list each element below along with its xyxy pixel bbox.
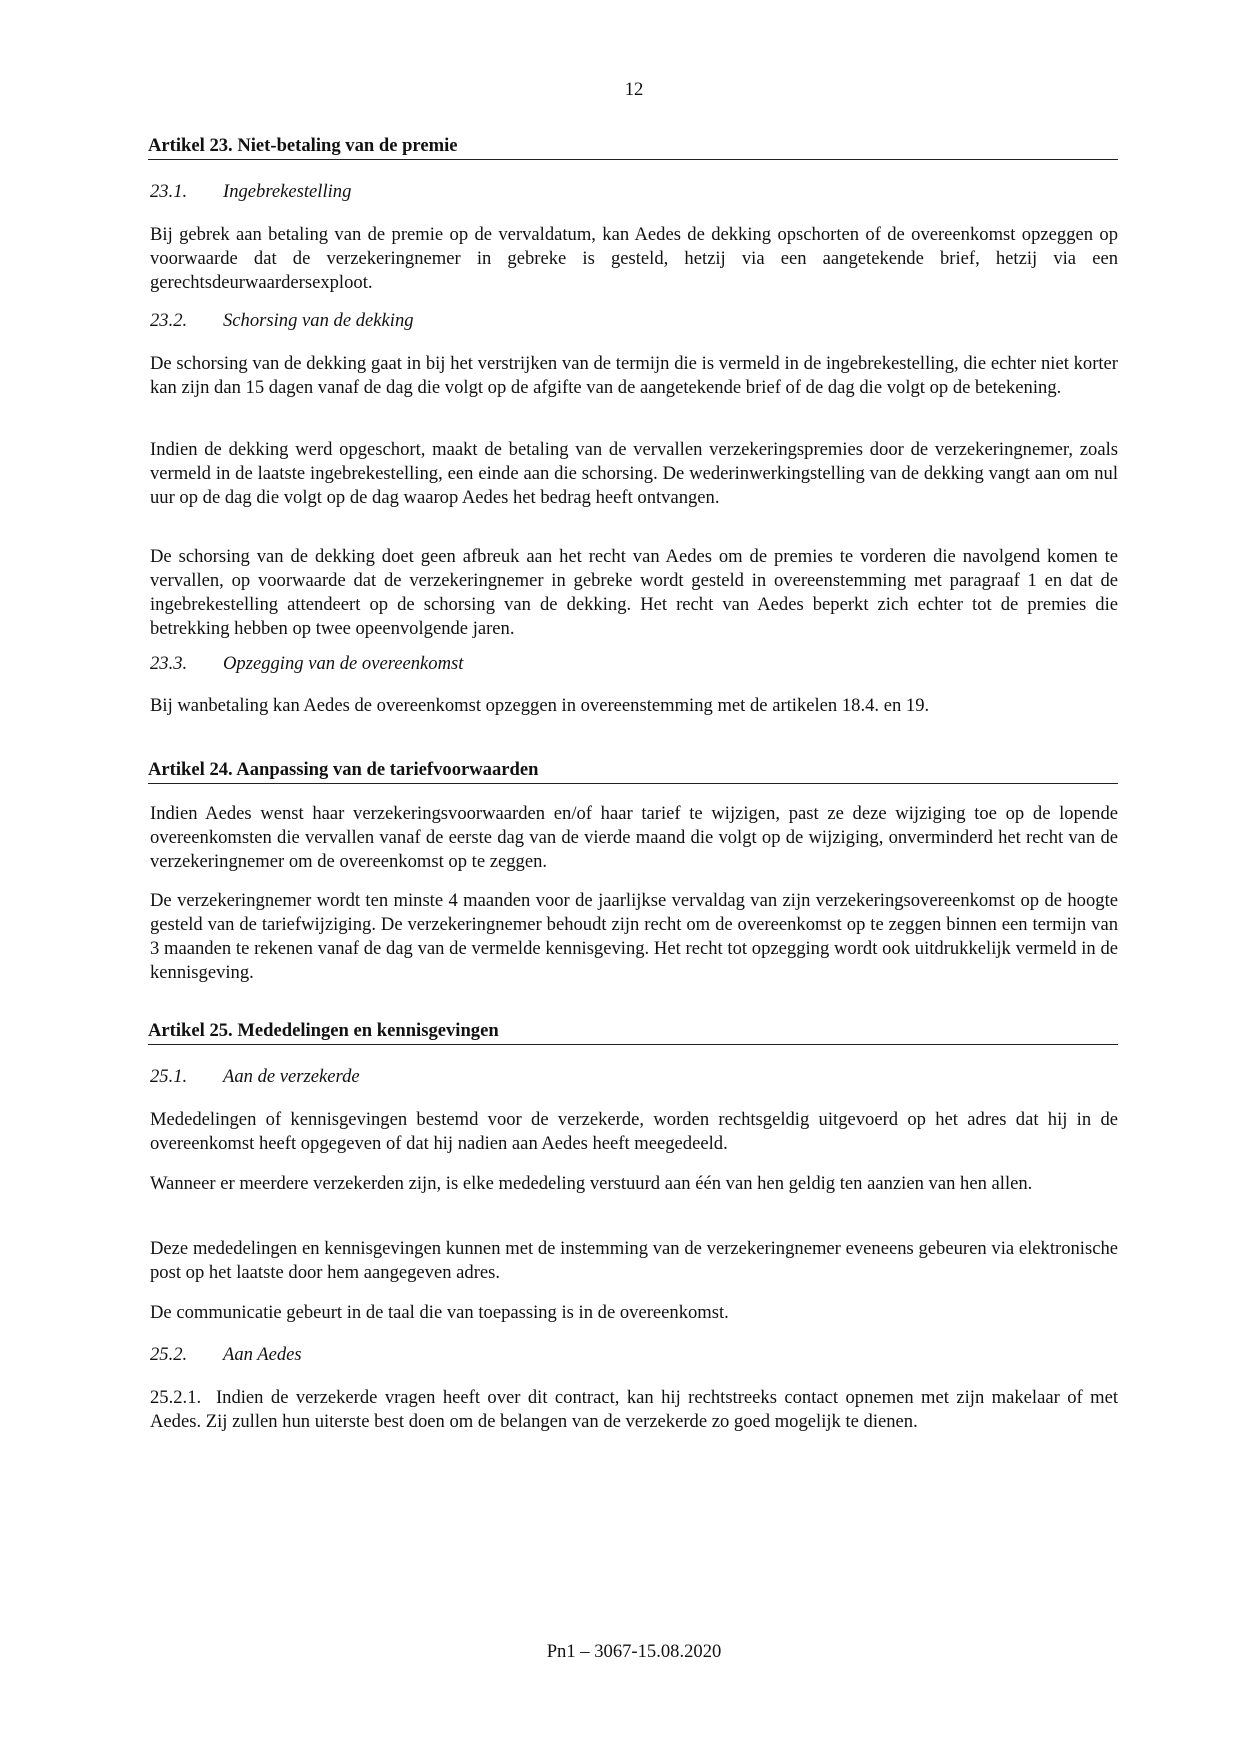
section-23-2-heading <box>150 309 414 333</box>
section-23-3-heading <box>150 652 463 676</box>
section-number: 25.2. <box>150 1344 188 1365</box>
paragraph: Mededelingen of kennisgevingen bestemd voor de verzekerde, worden rechtsgeldig uitgevoerd op het adres dat hij in de overeenkomst heeft opgegeven of dat hij nadien aan Aedes heeft meegedeeld. <box>150 1109 1118 1154</box>
paragraph: De communicatie gebeurt in de taal die van toepassing is in de overeenkomst. <box>150 1302 729 1323</box>
article-24-title: Artikel 24. Aanpassing van de tariefvoorwaarden <box>148 758 1118 784</box>
paragraph: De schorsing van de dekking gaat in bij het verstrijken van de termijn die is vermeld in de ingebrekestelling, die echter niet korter kan zijn dan 15 dagen vanaf de dag die volgt op de afgifte van de aangetekende brief of de dag die volgt op de betekening. <box>150 353 1118 398</box>
paragraph: De schorsing van de dekking doet geen afbreuk aan het recht van Aedes om de premies te vorderen die navolgend komen te vervallen, op voorwaarde dat de verzekeringnemer in gebreke wordt gesteld in overeenstemming met paragraaf 1 en dat de ingebrekestelling attendeert op de schorsing van de dekking. Het recht van Aedes beperkt zich echter tot de premies die betrekking hebben op twee opeenvolgende jaren. <box>150 546 1118 639</box>
paragraph: Wanneer er meerdere verzekerden zijn, is elke mededeling verstuurd aan één van hen geldig ten aanzien van hen allen. <box>150 1173 1033 1194</box>
article-23-title: Artikel 23. Niet-betaling van de premie <box>148 134 1118 160</box>
section-23-1-heading <box>150 180 351 204</box>
section-title: Schorsing van de dekking <box>223 310 414 331</box>
paragraph: Indien Aedes wenst haar verzekeringsvoorwaarden en/of haar tarief te wijzigen, past ze deze wijziging toe op de lopende overeenkomsten die vervallen vanaf de eerste dag van de vierde maand die volgt op de wijziging, onverminderd het recht van de verzekeringnemer om de overeenkomst op te zeggen. <box>150 803 1118 872</box>
page-footer: Pn1 – 3067-15.08.2020 <box>546 1641 722 1662</box>
section-number: 23.2. <box>150 310 188 331</box>
section-title: Opzegging van de overeenkomst <box>223 653 464 674</box>
section-number: 25.1. <box>150 1066 188 1087</box>
section-25-2-heading <box>150 1343 302 1367</box>
paragraph: Indien de dekking werd opgeschort, maakt de betaling van de vervallen verzekeringspremies door de verzekeringnemer, zoals vermeld in de laatste ingebrekestelling, een einde aan die schorsing. De wederinwerkingstelling van de dekking vangt aan om nul uur op de dag die volgt op de dag waarop Aedes het bedrag heeft ontvangen. <box>150 439 1118 508</box>
article-25-title: Artikel 25. Mededelingen en kennisgevingen <box>148 1019 1118 1045</box>
paragraph: De verzekeringnemer wordt ten minste 4 maanden voor de jaarlijkse vervaldag van zijn verzekeringsovereenkomst op de hoogte gesteld van de tariefwijziging. De verzekeringnemer behoudt zijn recht om de overeenkomst op te zeggen binnen een termijn van 3 maanden te rekenen vanaf de dag van de vermelde kennisgeving. Het recht tot opzegging wordt ook uitdrukkelijk vermeld in de kennisgeving. <box>150 890 1118 983</box>
section-title: Aan de verzekerde <box>223 1066 360 1087</box>
paragraph: Bij gebrek aan betaling van de premie op de vervaldatum, kan Aedes de dekking opschorten of de overeenkomst opzeggen op voorwaarde dat de verzekeringnemer in gebreke is gesteld, hetzij via een aangetekende brief, hetzij via een gerechtsdeurwaardersexploot. <box>150 224 1118 293</box>
section-title: Aan Aedes <box>223 1344 302 1365</box>
section-number: 23.1. <box>150 181 188 202</box>
page-number: 12 <box>624 79 644 100</box>
section-title: Ingebrekestelling <box>223 181 352 202</box>
paragraph: Deze mededelingen en kennisgevingen kunnen met de instemming van de verzekeringnemer eveneens gebeuren via elektronische post op het laatste door hem aangegeven adres. <box>150 1238 1118 1283</box>
paragraph: Bij wanbetaling kan Aedes de overeenkomst opzeggen in overeenstemming met de artikelen 18.4. en 19. <box>150 695 930 716</box>
paragraph: 25.2.1. Indien de verzekerde vragen heeft over dit contract, kan hij rechtstreeks contact opnemen met zijn makelaar of met Aedes. Zij zullen hun uiterste best doen om de belangen van de verzekerde zo goed mogelijk te dienen. <box>150 1387 1122 1432</box>
section-25-1-heading <box>150 1065 360 1089</box>
section-number: 23.3. <box>150 653 188 674</box>
